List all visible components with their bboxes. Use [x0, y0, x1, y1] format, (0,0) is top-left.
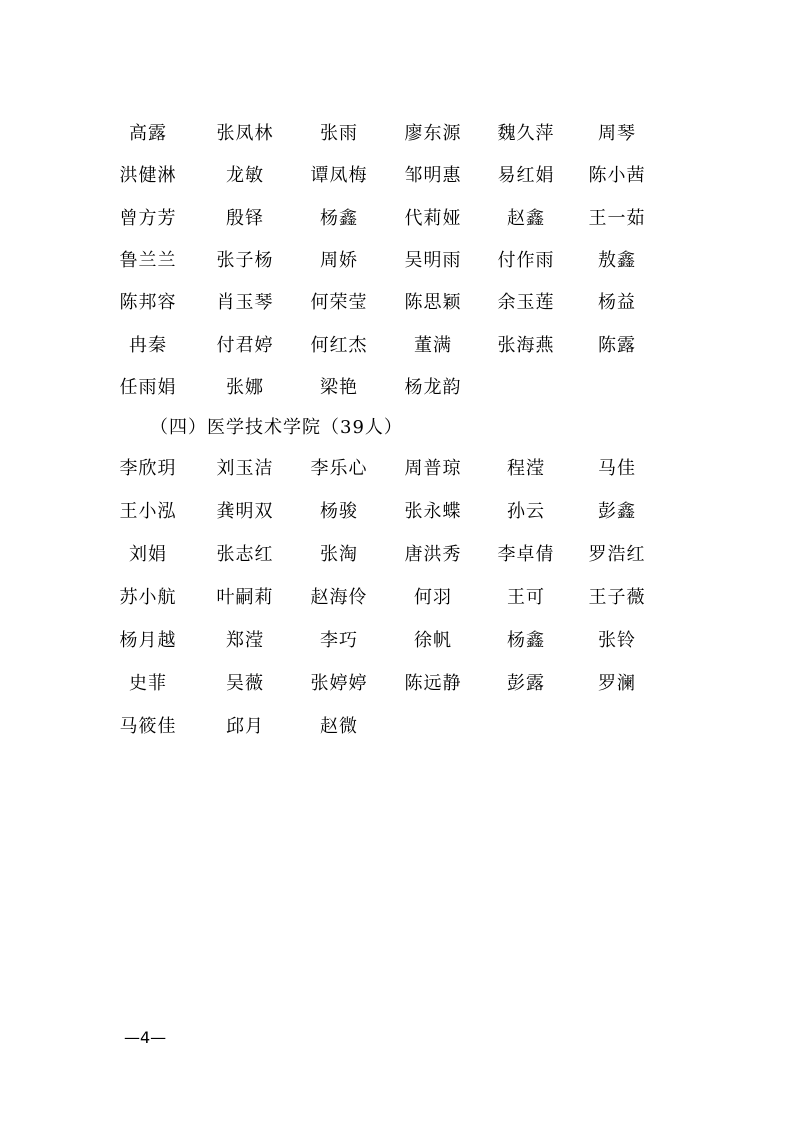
person-name: 邱月 — [226, 716, 264, 737]
person-name: 马佳 — [598, 458, 636, 479]
person-name: 何红杰 — [310, 334, 368, 356]
person-name: 李卓倩 — [497, 544, 555, 565]
person-name: 张铃 — [598, 630, 636, 651]
person-name: 彭鑫 — [598, 501, 636, 522]
person-name: 杨月越 — [119, 630, 177, 651]
person-name: 周琴 — [598, 123, 636, 144]
name-row — [0, 373, 793, 403]
person-name: 彭露 — [507, 673, 545, 694]
person-name: 杨骏 — [320, 501, 358, 522]
person-name: 杨鑫 — [507, 630, 545, 651]
person-name: 陈邦容 — [119, 292, 177, 314]
person-name: 刘玉洁 — [216, 458, 274, 479]
person-name: 易红娟 — [497, 165, 555, 187]
person-name: 代莉娅 — [404, 207, 462, 229]
person-name: 张凤林 — [216, 123, 274, 144]
name-row — [0, 288, 793, 318]
person-name: 张永蝶 — [404, 501, 462, 522]
person-name: 杨益 — [598, 292, 636, 314]
name-row — [0, 246, 793, 276]
name-row — [0, 331, 793, 361]
person-name: 赵海伶 — [310, 587, 368, 608]
person-name: 张子杨 — [216, 249, 274, 271]
person-name: 吴薇 — [226, 673, 264, 694]
person-name: 周娇 — [320, 249, 358, 271]
person-name: 付君婷 — [216, 334, 274, 356]
person-name: 邹明惠 — [404, 165, 462, 187]
name-row — [0, 540, 793, 570]
person-name: 廖东源 — [404, 123, 462, 144]
person-name: 王一茹 — [588, 207, 646, 229]
name-row — [0, 454, 793, 484]
person-name: 张雨 — [320, 123, 358, 144]
person-name: 任雨娟 — [119, 376, 177, 398]
person-name: 王可 — [507, 587, 545, 608]
name-row — [0, 583, 793, 613]
person-name: 唐洪秀 — [404, 544, 462, 565]
person-name: 史菲 — [129, 673, 167, 694]
person-name: 陈思颖 — [404, 292, 462, 314]
person-name: 程滢 — [507, 458, 545, 479]
person-name: 徐帆 — [414, 630, 452, 651]
person-name: 苏小航 — [119, 587, 177, 608]
person-name: 张志红 — [216, 544, 274, 565]
name-row — [0, 712, 793, 742]
person-name: 张海燕 — [497, 334, 555, 356]
person-name: 敖鑫 — [598, 249, 636, 271]
person-name: 李巧 — [320, 630, 358, 651]
person-name: 陈远静 — [404, 673, 462, 694]
person-name: 郑滢 — [226, 630, 264, 651]
person-name: 梁艳 — [320, 376, 358, 398]
person-name: 叶嗣莉 — [216, 587, 274, 608]
person-name: 余玉莲 — [497, 292, 555, 314]
name-row — [0, 497, 793, 527]
section-four-heading: （四）医学技术学院（39人） — [150, 417, 403, 438]
person-name: 王子薇 — [588, 587, 646, 608]
name-row — [0, 204, 793, 234]
person-name: 张婷婷 — [310, 673, 368, 694]
name-row — [0, 161, 793, 191]
page-number: —4— — [124, 1028, 167, 1047]
person-name: 龚明双 — [216, 501, 274, 522]
person-name: 何荣莹 — [310, 292, 368, 314]
person-name: 张娜 — [226, 376, 264, 398]
person-name: 吴明雨 — [404, 249, 462, 271]
person-name: 杨鑫 — [320, 207, 358, 229]
person-name: 龙敏 — [226, 165, 264, 187]
person-name: 罗浩红 — [588, 544, 646, 565]
person-name: 赵鑫 — [507, 207, 545, 229]
person-name: 陈小茜 — [588, 165, 646, 187]
person-name: 洪健淋 — [119, 165, 177, 187]
person-name: 杨龙韵 — [404, 376, 462, 398]
person-name: 鲁兰兰 — [119, 249, 177, 271]
person-name: 李欣玥 — [119, 458, 177, 479]
person-name: 冉秦 — [129, 334, 167, 356]
person-name: 曾方芳 — [119, 207, 177, 229]
person-name: 董满 — [414, 334, 452, 356]
person-name: 魏久萍 — [497, 123, 555, 144]
person-name: 陈露 — [598, 334, 636, 356]
person-name: 马筱佳 — [119, 716, 177, 737]
person-name: 王小泓 — [119, 501, 177, 522]
person-name: 孙云 — [507, 501, 545, 522]
person-name: 殷铎 — [226, 207, 264, 229]
name-row — [0, 669, 793, 699]
person-name: 罗澜 — [598, 673, 636, 694]
person-name: 周普琼 — [404, 458, 462, 479]
name-row — [0, 119, 793, 149]
person-name: 何羽 — [414, 587, 452, 608]
name-row — [0, 626, 793, 656]
person-name: 高露 — [129, 123, 167, 144]
person-name: 付作雨 — [497, 249, 555, 271]
person-name: 谭凤梅 — [310, 165, 368, 187]
person-name: 刘娟 — [129, 544, 167, 565]
person-name: 赵微 — [320, 716, 358, 737]
person-name: 张淘 — [320, 544, 358, 565]
person-name: 李乐心 — [310, 458, 368, 479]
person-name: 肖玉琴 — [216, 292, 274, 314]
